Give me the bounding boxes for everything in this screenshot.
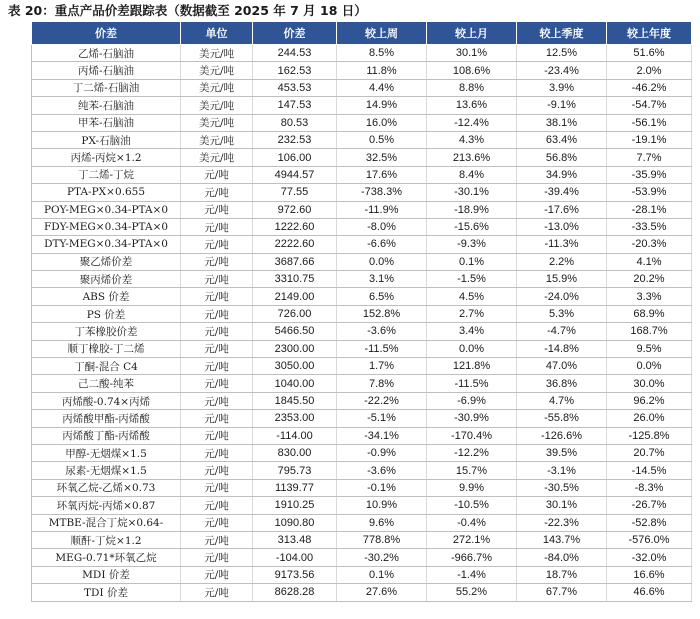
cell-spread: 2222.60 bbox=[253, 236, 337, 253]
cell-vs-last-year: 20.7% bbox=[607, 444, 692, 461]
table-row bbox=[32, 392, 692, 409]
cell-unit: 元/吨 bbox=[181, 427, 253, 444]
cell-vs-last-week: 10.9% bbox=[337, 497, 427, 514]
header-vs-last-year: 较上年度 bbox=[607, 22, 692, 45]
header-product: 价差 bbox=[32, 22, 181, 45]
cell-vs-last-quarter: -30.5% bbox=[517, 479, 607, 496]
table-row bbox=[32, 427, 692, 444]
spread-table bbox=[31, 21, 692, 602]
cell-vs-last-year: -14.5% bbox=[607, 462, 692, 479]
cell-vs-last-month: 0.1% bbox=[427, 253, 517, 270]
header-vs-last-quarter: 较上季度 bbox=[517, 22, 607, 45]
cell-vs-last-month: 30.1% bbox=[427, 45, 517, 62]
header-vs-last-month: 较上月 bbox=[427, 22, 517, 45]
cell-vs-last-year: -26.7% bbox=[607, 497, 692, 514]
cell-vs-last-year: 3.3% bbox=[607, 288, 692, 305]
cell-unit: 美元/吨 bbox=[181, 131, 253, 148]
cell-vs-last-quarter: 5.3% bbox=[517, 305, 607, 322]
cell-vs-last-year: -35.9% bbox=[607, 166, 692, 183]
table-row bbox=[32, 288, 692, 305]
header-unit: 单位 bbox=[181, 22, 253, 45]
cell-unit: 元/吨 bbox=[181, 531, 253, 548]
cell-spread: 972.60 bbox=[253, 201, 337, 218]
cell-unit: 元/吨 bbox=[181, 166, 253, 183]
cell-vs-last-week: 0.0% bbox=[337, 253, 427, 270]
table-row bbox=[32, 549, 692, 566]
cell-unit: 元/吨 bbox=[181, 549, 253, 566]
cell-vs-last-year: 20.2% bbox=[607, 271, 692, 288]
cell-unit: 美元/吨 bbox=[181, 62, 253, 79]
cell-vs-last-week: 27.6% bbox=[337, 584, 427, 601]
cell-vs-last-year: 4.1% bbox=[607, 253, 692, 270]
cell-vs-last-month: 2.7% bbox=[427, 305, 517, 322]
cell-vs-last-year: 9.5% bbox=[607, 340, 692, 357]
cell-unit: 元/吨 bbox=[181, 201, 253, 218]
cell-vs-last-quarter: 30.1% bbox=[517, 497, 607, 514]
cell-vs-last-month: 213.6% bbox=[427, 149, 517, 166]
cell-vs-last-month: 8.8% bbox=[427, 79, 517, 96]
cell-vs-last-week: 16.0% bbox=[337, 114, 427, 131]
cell-vs-last-quarter: -55.8% bbox=[517, 410, 607, 427]
cell-vs-last-month: -30.1% bbox=[427, 184, 517, 201]
table-row bbox=[32, 566, 692, 583]
cell-vs-last-week: -30.2% bbox=[337, 549, 427, 566]
cell-vs-last-quarter: -17.6% bbox=[517, 201, 607, 218]
cell-spread: -114.00 bbox=[253, 427, 337, 444]
cell-vs-last-month: 8.4% bbox=[427, 166, 517, 183]
table-row bbox=[32, 236, 692, 253]
header-vs-last-week: 较上周 bbox=[337, 22, 427, 45]
cell-vs-last-year: -8.3% bbox=[607, 479, 692, 496]
table-row bbox=[32, 497, 692, 514]
cell-spread: -104.00 bbox=[253, 549, 337, 566]
table-row bbox=[32, 444, 692, 461]
cell-vs-last-month: 9.9% bbox=[427, 479, 517, 496]
cell-spread: 1040.00 bbox=[253, 375, 337, 392]
cell-spread: 2353.00 bbox=[253, 410, 337, 427]
cell-vs-last-week: -0.9% bbox=[337, 444, 427, 461]
cell-vs-last-quarter: 34.9% bbox=[517, 166, 607, 183]
table-row bbox=[32, 462, 692, 479]
cell-vs-last-month: 4.5% bbox=[427, 288, 517, 305]
cell-spread: 77.55 bbox=[253, 184, 337, 201]
cell-unit: 美元/吨 bbox=[181, 79, 253, 96]
cell-vs-last-quarter: -24.0% bbox=[517, 288, 607, 305]
table-row bbox=[32, 323, 692, 340]
table-body bbox=[32, 45, 692, 602]
cell-vs-last-week: -738.3% bbox=[337, 184, 427, 201]
cell-vs-last-quarter: -13.0% bbox=[517, 218, 607, 235]
cell-spread: 3310.75 bbox=[253, 271, 337, 288]
cell-unit: 元/吨 bbox=[181, 479, 253, 496]
cell-vs-last-month: -12.2% bbox=[427, 444, 517, 461]
cell-unit: 元/吨 bbox=[181, 305, 253, 322]
cell-spread: 9173.56 bbox=[253, 566, 337, 583]
cell-vs-last-month: -10.5% bbox=[427, 497, 517, 514]
cell-spread: 453.53 bbox=[253, 79, 337, 96]
cell-vs-last-year: 0.0% bbox=[607, 358, 692, 375]
cell-vs-last-year: 7.7% bbox=[607, 149, 692, 166]
table-caption: 表 20：重点产品价差跟踪表（数据截至 2025 年 7 月 18 日） bbox=[8, 3, 367, 18]
cell-spread: 106.00 bbox=[253, 149, 337, 166]
cell-spread: 795.73 bbox=[253, 462, 337, 479]
cell-vs-last-year: -125.8% bbox=[607, 427, 692, 444]
cell-product: 丙烯-丙烷×1.2 bbox=[32, 149, 181, 166]
cell-vs-last-year: 68.9% bbox=[607, 305, 692, 322]
cell-spread: 5466.50 bbox=[253, 323, 337, 340]
cell-vs-last-quarter: -4.7% bbox=[517, 323, 607, 340]
cell-vs-last-week: -8.0% bbox=[337, 218, 427, 235]
cell-spread: 726.00 bbox=[253, 305, 337, 322]
table-row bbox=[32, 201, 692, 218]
table-row bbox=[32, 184, 692, 201]
cell-product: 丁苯橡胶价差 bbox=[32, 323, 181, 340]
cell-unit: 元/吨 bbox=[181, 236, 253, 253]
cell-spread: 80.53 bbox=[253, 114, 337, 131]
cell-vs-last-year: 16.6% bbox=[607, 566, 692, 583]
cell-product: 丙烯酸丁酯-丙烯酸 bbox=[32, 427, 181, 444]
header-spread: 价差 bbox=[253, 22, 337, 45]
cell-vs-last-year: 46.6% bbox=[607, 584, 692, 601]
cell-spread: 1090.80 bbox=[253, 514, 337, 531]
cell-product: 丙烯-石脑油 bbox=[32, 62, 181, 79]
table-row bbox=[32, 410, 692, 427]
cell-vs-last-week: -3.6% bbox=[337, 462, 427, 479]
table-row bbox=[32, 114, 692, 131]
cell-product: 甲醇-无烟煤×1.5 bbox=[32, 444, 181, 461]
cell-spread: 1910.25 bbox=[253, 497, 337, 514]
cell-spread: 244.53 bbox=[253, 45, 337, 62]
cell-product: 聚丙烯价差 bbox=[32, 271, 181, 288]
cell-vs-last-quarter: -23.4% bbox=[517, 62, 607, 79]
cell-vs-last-week: 0.1% bbox=[337, 566, 427, 583]
cell-vs-last-week: -0.1% bbox=[337, 479, 427, 496]
cell-vs-last-week: 8.5% bbox=[337, 45, 427, 62]
cell-vs-last-year: 30.0% bbox=[607, 375, 692, 392]
cell-vs-last-month: -0.4% bbox=[427, 514, 517, 531]
cell-vs-last-month: -6.9% bbox=[427, 392, 517, 409]
cell-spread: 3687.66 bbox=[253, 253, 337, 270]
table-row bbox=[32, 45, 692, 62]
cell-product: 乙烯-石脑油 bbox=[32, 45, 181, 62]
cell-vs-last-month: -18.9% bbox=[427, 201, 517, 218]
cell-product: MDI 价差 bbox=[32, 566, 181, 583]
cell-product: ABS 价差 bbox=[32, 288, 181, 305]
cell-unit: 元/吨 bbox=[181, 218, 253, 235]
cell-product: MTBE-混合丁烷×0.64- bbox=[32, 514, 181, 531]
cell-vs-last-year: -28.1% bbox=[607, 201, 692, 218]
cell-product: 纯苯-石脑油 bbox=[32, 97, 181, 114]
cell-vs-last-month: -170.4% bbox=[427, 427, 517, 444]
cell-vs-last-quarter: -14.8% bbox=[517, 340, 607, 357]
cell-product: DTY-MEG×0.34-PTA×0 bbox=[32, 236, 181, 253]
cell-product: 丁二烯-石脑油 bbox=[32, 79, 181, 96]
cell-vs-last-quarter: 56.8% bbox=[517, 149, 607, 166]
cell-unit: 元/吨 bbox=[181, 358, 253, 375]
cell-vs-last-year: -53.9% bbox=[607, 184, 692, 201]
cell-spread: 4944.57 bbox=[253, 166, 337, 183]
table-row bbox=[32, 79, 692, 96]
cell-unit: 美元/吨 bbox=[181, 114, 253, 131]
cell-spread: 830.00 bbox=[253, 444, 337, 461]
cell-vs-last-week: 17.6% bbox=[337, 166, 427, 183]
cell-product: 顺酐-丁烷×1.2 bbox=[32, 531, 181, 548]
cell-product: 聚乙烯价差 bbox=[32, 253, 181, 270]
cell-product: 环氧丙烷-丙烯×0.87 bbox=[32, 497, 181, 514]
cell-vs-last-year: 51.6% bbox=[607, 45, 692, 62]
cell-spread: 3050.00 bbox=[253, 358, 337, 375]
cell-vs-last-month: -9.3% bbox=[427, 236, 517, 253]
cell-vs-last-week: -11.5% bbox=[337, 340, 427, 357]
cell-vs-last-month: 108.6% bbox=[427, 62, 517, 79]
cell-spread: 1222.60 bbox=[253, 218, 337, 235]
cell-product: 顺丁橡胶-丁二烯 bbox=[32, 340, 181, 357]
table-row bbox=[32, 514, 692, 531]
cell-product: FDY-MEG×0.34-PTA×0 bbox=[32, 218, 181, 235]
cell-vs-last-week: 7.8% bbox=[337, 375, 427, 392]
cell-vs-last-quarter: -84.0% bbox=[517, 549, 607, 566]
cell-spread: 2149.00 bbox=[253, 288, 337, 305]
cell-product: 丁二烯-丁烷 bbox=[32, 166, 181, 183]
cell-spread: 8628.28 bbox=[253, 584, 337, 601]
table-row bbox=[32, 253, 692, 270]
cell-product: 尿素-无烟煤×1.5 bbox=[32, 462, 181, 479]
cell-vs-last-year: -33.5% bbox=[607, 218, 692, 235]
cell-vs-last-month: 15.7% bbox=[427, 462, 517, 479]
cell-product: 丙烯酸甲酯-丙烯酸 bbox=[32, 410, 181, 427]
cell-vs-last-year: -32.0% bbox=[607, 549, 692, 566]
cell-product: POY-MEG×0.34-PTA×0 bbox=[32, 201, 181, 218]
cell-unit: 元/吨 bbox=[181, 271, 253, 288]
table-row bbox=[32, 479, 692, 496]
cell-vs-last-month: 55.2% bbox=[427, 584, 517, 601]
cell-spread: 162.53 bbox=[253, 62, 337, 79]
table-row bbox=[32, 166, 692, 183]
cell-spread: 313.48 bbox=[253, 531, 337, 548]
cell-vs-last-year: -576.0% bbox=[607, 531, 692, 548]
cell-unit: 美元/吨 bbox=[181, 149, 253, 166]
cell-vs-last-week: 9.6% bbox=[337, 514, 427, 531]
cell-vs-last-year: -46.2% bbox=[607, 79, 692, 96]
cell-spread: 2300.00 bbox=[253, 340, 337, 357]
cell-vs-last-year: 168.7% bbox=[607, 323, 692, 340]
cell-unit: 元/吨 bbox=[181, 375, 253, 392]
cell-vs-last-week: 32.5% bbox=[337, 149, 427, 166]
cell-vs-last-month: -30.9% bbox=[427, 410, 517, 427]
cell-vs-last-month: -1.4% bbox=[427, 566, 517, 583]
cell-vs-last-quarter: -9.1% bbox=[517, 97, 607, 114]
cell-vs-last-month: -12.4% bbox=[427, 114, 517, 131]
cell-vs-last-week: 0.5% bbox=[337, 131, 427, 148]
cell-spread: 1139.77 bbox=[253, 479, 337, 496]
cell-vs-last-year: 96.2% bbox=[607, 392, 692, 409]
cell-vs-last-quarter: -39.4% bbox=[517, 184, 607, 201]
cell-vs-last-week: 11.8% bbox=[337, 62, 427, 79]
cell-vs-last-year: -19.1% bbox=[607, 131, 692, 148]
cell-vs-last-year: 26.0% bbox=[607, 410, 692, 427]
cell-unit: 元/吨 bbox=[181, 410, 253, 427]
cell-unit: 美元/吨 bbox=[181, 45, 253, 62]
cell-vs-last-quarter: 63.4% bbox=[517, 131, 607, 148]
cell-vs-last-week: -6.6% bbox=[337, 236, 427, 253]
cell-product: PS 价差 bbox=[32, 305, 181, 322]
cell-product: TDI 价差 bbox=[32, 584, 181, 601]
cell-vs-last-week: -11.9% bbox=[337, 201, 427, 218]
cell-spread: 1845.50 bbox=[253, 392, 337, 409]
cell-product: 丙烯酸-0.74×丙烯 bbox=[32, 392, 181, 409]
cell-spread: 147.53 bbox=[253, 97, 337, 114]
table-row bbox=[32, 62, 692, 79]
cell-vs-last-quarter: 12.5% bbox=[517, 45, 607, 62]
table-row bbox=[32, 375, 692, 392]
cell-unit: 元/吨 bbox=[181, 340, 253, 357]
cell-vs-last-quarter: 67.7% bbox=[517, 584, 607, 601]
cell-product: PTA-PX×0.655 bbox=[32, 184, 181, 201]
cell-vs-last-month: 121.8% bbox=[427, 358, 517, 375]
cell-product: 己二酸-纯苯 bbox=[32, 375, 181, 392]
cell-vs-last-week: -3.6% bbox=[337, 323, 427, 340]
table-row bbox=[32, 218, 692, 235]
cell-unit: 元/吨 bbox=[181, 497, 253, 514]
cell-vs-last-quarter: 3.9% bbox=[517, 79, 607, 96]
cell-vs-last-month: 272.1% bbox=[427, 531, 517, 548]
cell-vs-last-quarter: 2.2% bbox=[517, 253, 607, 270]
cell-vs-last-week: -5.1% bbox=[337, 410, 427, 427]
cell-vs-last-week: -34.1% bbox=[337, 427, 427, 444]
cell-vs-last-quarter: -126.6% bbox=[517, 427, 607, 444]
cell-vs-last-year: -56.1% bbox=[607, 114, 692, 131]
cell-unit: 元/吨 bbox=[181, 288, 253, 305]
cell-unit: 元/吨 bbox=[181, 253, 253, 270]
cell-vs-last-week: 1.7% bbox=[337, 358, 427, 375]
cell-vs-last-year: 2.0% bbox=[607, 62, 692, 79]
cell-vs-last-quarter: 38.1% bbox=[517, 114, 607, 131]
cell-vs-last-month: -966.7% bbox=[427, 549, 517, 566]
cell-vs-last-month: 4.3% bbox=[427, 131, 517, 148]
cell-vs-last-year: -54.7% bbox=[607, 97, 692, 114]
cell-vs-last-quarter: 143.7% bbox=[517, 531, 607, 548]
cell-unit: 元/吨 bbox=[181, 462, 253, 479]
table-row bbox=[32, 149, 692, 166]
cell-unit: 元/吨 bbox=[181, 514, 253, 531]
cell-product: PX-石脑油 bbox=[32, 131, 181, 148]
cell-unit: 元/吨 bbox=[181, 584, 253, 601]
cell-vs-last-quarter: 47.0% bbox=[517, 358, 607, 375]
table-row bbox=[32, 358, 692, 375]
cell-vs-last-quarter: 18.7% bbox=[517, 566, 607, 583]
cell-vs-last-quarter: 4.7% bbox=[517, 392, 607, 409]
table-row bbox=[32, 271, 692, 288]
cell-vs-last-quarter: 36.8% bbox=[517, 375, 607, 392]
cell-vs-last-month: 3.4% bbox=[427, 323, 517, 340]
cell-vs-last-month: -15.6% bbox=[427, 218, 517, 235]
cell-product: 丁酮-混合 C4 bbox=[32, 358, 181, 375]
table-row bbox=[32, 97, 692, 114]
table-row bbox=[32, 131, 692, 148]
cell-vs-last-year: -52.8% bbox=[607, 514, 692, 531]
cell-product: 甲苯-石脑油 bbox=[32, 114, 181, 131]
cell-unit: 元/吨 bbox=[181, 566, 253, 583]
cell-unit: 元/吨 bbox=[181, 444, 253, 461]
cell-vs-last-week: 6.5% bbox=[337, 288, 427, 305]
cell-spread: 232.53 bbox=[253, 131, 337, 148]
table-row bbox=[32, 531, 692, 548]
cell-unit: 元/吨 bbox=[181, 184, 253, 201]
cell-unit: 元/吨 bbox=[181, 323, 253, 340]
cell-vs-last-week: -22.2% bbox=[337, 392, 427, 409]
cell-vs-last-quarter: -11.3% bbox=[517, 236, 607, 253]
cell-vs-last-month: 13.6% bbox=[427, 97, 517, 114]
cell-vs-last-year: -20.3% bbox=[607, 236, 692, 253]
cell-vs-last-week: 3.1% bbox=[337, 271, 427, 288]
cell-unit: 美元/吨 bbox=[181, 97, 253, 114]
cell-product: MEG-0.71*环氧乙烷 bbox=[32, 549, 181, 566]
cell-unit: 元/吨 bbox=[181, 392, 253, 409]
cell-vs-last-quarter: 39.5% bbox=[517, 444, 607, 461]
table-row bbox=[32, 340, 692, 357]
table-header-row bbox=[32, 22, 692, 45]
cell-vs-last-week: 14.9% bbox=[337, 97, 427, 114]
cell-vs-last-quarter: -22.3% bbox=[517, 514, 607, 531]
cell-vs-last-week: 152.8% bbox=[337, 305, 427, 322]
cell-vs-last-week: 4.4% bbox=[337, 79, 427, 96]
cell-vs-last-month: -1.5% bbox=[427, 271, 517, 288]
cell-vs-last-month: -11.5% bbox=[427, 375, 517, 392]
spread-table-container bbox=[31, 21, 691, 602]
table-row bbox=[32, 584, 692, 601]
table-row bbox=[32, 305, 692, 322]
cell-vs-last-week: 778.8% bbox=[337, 531, 427, 548]
cell-vs-last-quarter: 15.9% bbox=[517, 271, 607, 288]
cell-vs-last-month: 0.0% bbox=[427, 340, 517, 357]
cell-vs-last-quarter: -3.1% bbox=[517, 462, 607, 479]
cell-product: 环氧乙烷-乙烯×0.73 bbox=[32, 479, 181, 496]
